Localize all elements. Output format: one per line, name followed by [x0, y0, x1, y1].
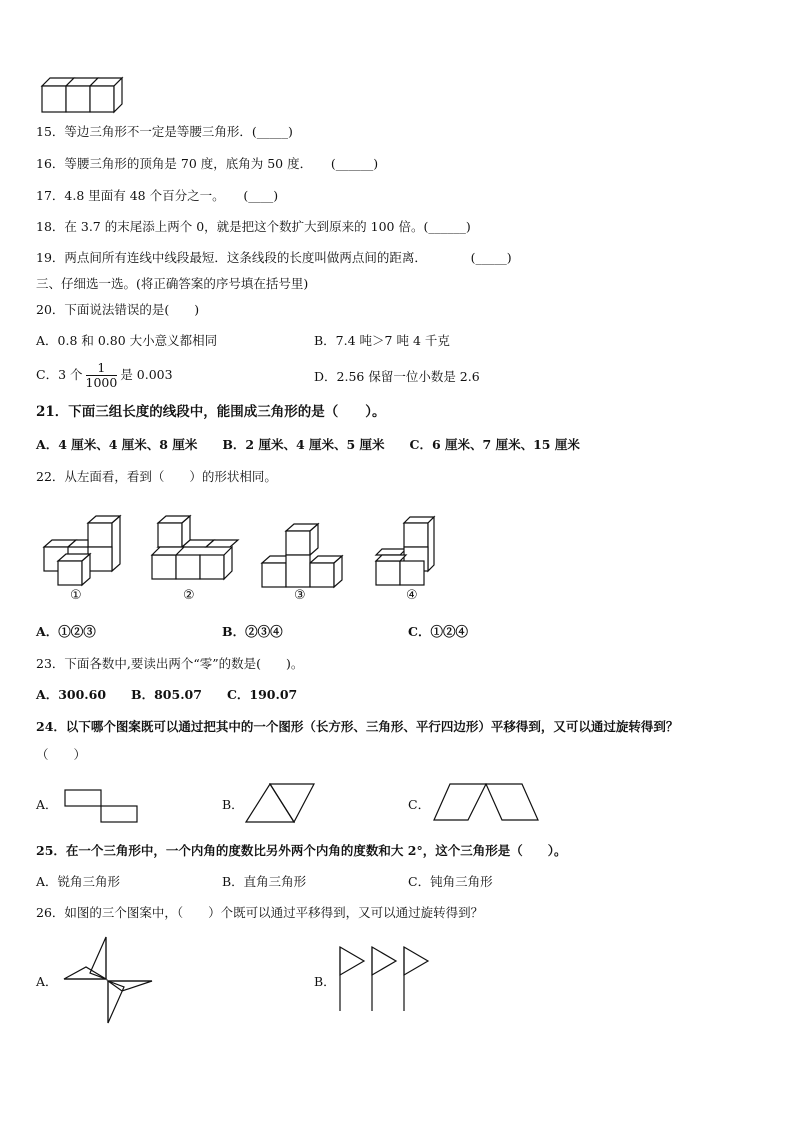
- top-cubes-figure: [40, 76, 130, 116]
- rectangles-pattern: [64, 789, 139, 829]
- question-22-option-b: B．②③④: [222, 624, 283, 639]
- fraction: [86, 361, 118, 390]
- question-24-option-c: C．: [408, 797, 431, 812]
- question-16: 16．等腰三角形的顶角是 70 度，底角为 50 度． (______): [36, 156, 379, 171]
- question-22-option-c: C．①②④: [408, 624, 468, 639]
- question-23-options: A．300.60 B．805.07 C．190.07: [36, 687, 298, 702]
- figure-label-2: ②: [183, 588, 195, 603]
- question-21-options: A．4 厘米、4 厘米、8 厘米 B．2 厘米、4 厘米、5 厘米 C．6 厘米、7 厘米、15 厘米: [36, 437, 580, 452]
- question-15: 15．等边三角形不一定是等腰三角形．(_____): [36, 124, 293, 139]
- question-20-option-a: A．0.8 和 0.80 大小意义都相同: [36, 333, 218, 348]
- question-20-option-d: D．2.56 保留一位小数是 2.6: [314, 369, 480, 384]
- question-24-stem: 24．以下哪个图案既可以通过把其中的一个图形（长方形、三角形、平行四边形）平移得到，又可以通过旋转得到？: [36, 719, 679, 734]
- flags-pattern: [336, 945, 436, 1013]
- question-24-paren: （ ）: [36, 747, 87, 762]
- pinwheel-pattern: [60, 935, 155, 1027]
- question-22-option-a: A．①②③: [36, 624, 96, 639]
- question-24-option-a: A．: [36, 797, 58, 812]
- cube-figure-4: [372, 515, 442, 590]
- fraction-denominator: 1000: [85, 375, 118, 390]
- question-20-option-c: [36, 360, 173, 390]
- parallelograms-pattern: [432, 782, 542, 824]
- cube-figure-2: [150, 515, 240, 590]
- question-24-option-b: B．: [222, 797, 244, 812]
- question-22-stem: 22．从左面看，看到（ ）的形状相同。: [36, 469, 277, 484]
- question-19: 19．两点间所有连线中线段最短．这条线段的长度叫做两点间的距离． (_____): [36, 250, 512, 265]
- question-25-option-c: C．钝角三角形: [408, 874, 493, 889]
- question-26-option-b: B．: [314, 974, 336, 989]
- cube-figure-1: [40, 515, 125, 590]
- option-c-prefix: C．3 个: [36, 367, 83, 382]
- figure-label-1: ①: [70, 588, 82, 603]
- question-21-stem: 21．下面三组长度的线段中，能围成三角形的是（ ）。: [36, 404, 386, 420]
- question-23-stem: 23．下面各数中,要读出两个“零”的数是( )。: [36, 656, 304, 671]
- section-3-heading: 三、仔细选一选。(将正确答案的序号填在括号里): [36, 276, 309, 291]
- question-17: 17．4.8 里面有 48 个百分之一。 (____): [36, 188, 279, 203]
- question-25-option-b: B．直角三角形: [222, 874, 307, 889]
- question-26-stem: 26．如图的三个图案中，（ ）个既可以通过平移得到，又可以通过旋转得到？: [36, 905, 484, 920]
- figure-label-3: ③: [294, 588, 306, 603]
- question-25-stem: 25．在一个三角形中，一个内角的度数比另外两个内角的度数和大 2°，这个三角形是（ ）。: [36, 843, 567, 858]
- cube-figure-3: [260, 515, 350, 590]
- question-18: 18．在 3.7 的末尾添上两个 0，就是把这个数扩大到原来的 100 倍。(______): [36, 219, 471, 234]
- question-20-stem: 20．下面说法错误的是( ): [36, 302, 200, 317]
- option-c-suffix: 是 0.003: [120, 367, 173, 382]
- question-20-option-b: B．7.4 吨＞7 吨 4 千克: [314, 333, 450, 348]
- triangles-pattern: [244, 782, 316, 824]
- fraction-numerator: 1: [86, 361, 118, 376]
- figure-label-4: ④: [406, 588, 418, 603]
- question-25-option-a: A．锐角三角形: [36, 874, 121, 889]
- question-26-option-a: A．: [36, 974, 58, 989]
